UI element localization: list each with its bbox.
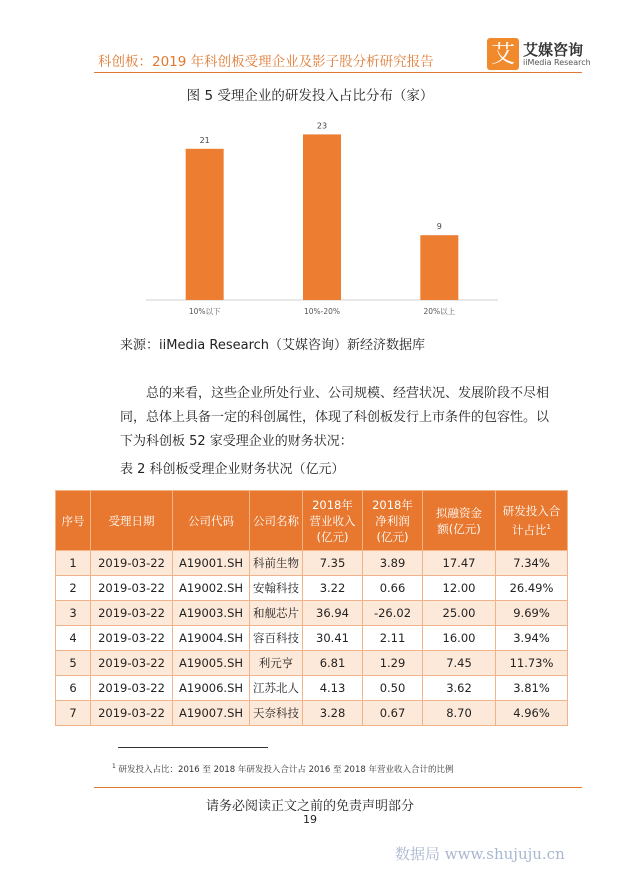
cell-seq: 7 [56,701,91,726]
cell-name: 和舰芯片 [250,601,303,626]
cell-code: A19006.SH [173,676,250,701]
header-np-line1: 2018年 [372,497,413,512]
report-header-title: 科创板：2019 年科创板受理企业及影子股分析研究报告 [98,54,434,70]
x-tick-label: 10%-20% [303,307,341,316]
header-rd-line1: 研发投入合 [502,504,561,519]
cell-seq: 4 [56,626,91,651]
header-revenue-line3: (亿元) [316,529,349,544]
cell-revenue: 30.41 [303,626,363,651]
cell-rd: 4.96% [496,701,568,726]
cell-revenue: 4.13 [303,676,363,701]
cell-name: 天奈科技 [250,701,303,726]
cell-name: 安翰科技 [250,576,303,601]
cell-revenue: 3.22 [303,576,363,601]
table-row [56,576,568,601]
header-raise-line2: 额(亿元) [437,521,481,536]
footnote-ref: 1 [546,523,551,532]
cell-net-profit: 3.89 [363,551,423,576]
cell-name: 利元亨 [250,651,303,676]
header-seq: 序号 [56,491,91,551]
cell-seq: 5 [56,651,91,676]
brand-logo [487,38,591,72]
header-rd [496,491,568,551]
header-rd-line2 [496,519,567,538]
cell-code: A19001.SH [173,551,250,576]
footer-disclaimer: 请务必阅读正文之前的免责声明部分 [205,799,414,814]
financial-table [55,490,568,726]
cell-seq: 2 [56,576,91,601]
header-code: 公司代码 [173,491,250,551]
bar-data-label: 21 [199,135,210,145]
table-body [56,551,568,726]
cell-raise: 7.45 [423,651,496,676]
body-paragraph [120,382,560,454]
cell-revenue: 6.81 [303,651,363,676]
logo-name-en: iiMedia Research [523,58,591,67]
cell-raise: 12.00 [423,576,496,601]
cell-net-profit: 0.50 [363,676,423,701]
page-number: 19 [303,813,317,826]
header-divider [94,72,582,73]
figure-title: 图 5 受理企业的研发投入占比分布（家） [186,88,434,104]
cell-rd: 3.81% [496,676,568,701]
cell-rd: 26.49% [496,576,568,601]
cell-revenue: 3.28 [303,701,363,726]
header-raise [423,491,496,551]
cell-net-profit: 1.29 [363,651,423,676]
cell-code: A19005.SH [173,651,250,676]
cell-raise: 17.47 [423,551,496,576]
cell-rd: 3.94% [496,626,568,651]
cell-net-profit: -26.02 [363,601,423,626]
cell-rd: 7.34% [496,551,568,576]
footer-divider [94,787,582,788]
bar [420,235,458,300]
header-raise-line1: 拟融资金 [436,505,482,520]
cell-code: A19003.SH [173,601,250,626]
header-np-line3: (亿元) [376,529,409,544]
cell-raise: 25.00 [423,601,496,626]
header-revenue-line1: 2018年 [312,497,353,512]
cell-seq: 1 [56,551,91,576]
cell-raise: 8.70 [423,701,496,726]
cell-name: 科前生物 [250,551,303,576]
header-date: 受理日期 [91,491,173,551]
bar [303,134,341,300]
footnote [112,763,453,775]
bar-data-label: 23 [316,121,328,131]
cell-date: 2019-03-22 [91,651,173,676]
cell-seq: 3 [56,601,91,626]
cell-rd: 11.73% [496,651,568,676]
cell-name: 江苏北人 [250,676,303,701]
cell-revenue: 7.35 [303,551,363,576]
cell-code: A19002.SH [173,576,250,601]
footnote-text: 研发投入占比：2016 至 2018 年研发投入合计占 2016 至 2018 年营业收入合计的比例 [118,765,454,775]
cell-date: 2019-03-22 [91,601,173,626]
cell-name: 容百科技 [250,626,303,651]
cell-date: 2019-03-22 [91,701,173,726]
header-revenue-line2: 营业收入 [309,513,356,528]
cell-revenue: 36.94 [303,601,363,626]
table-row [56,676,568,701]
table-title: 表 2 科创板受理企业财务状况（亿元） [120,462,345,477]
x-tick-label: 20%以上 [423,307,456,316]
footnote-mark: 1 [112,763,116,771]
cell-seq: 6 [56,676,91,701]
cell-net-profit: 0.66 [363,576,423,601]
footnote-divider [118,747,268,748]
header-rd-line2-text: 计占比 [512,522,547,537]
cell-date: 2019-03-22 [91,626,173,651]
cell-raise: 16.00 [423,626,496,651]
table-header-row [56,491,568,551]
cell-code: A19004.SH [173,626,250,651]
table-row [56,601,568,626]
logo-name-cn: 艾媒咨询 [523,41,584,59]
figure-source: 来源：iiMedia Research（艾媒咨询）新经济数据库 [120,338,426,353]
bar-chart [140,110,510,325]
bar-data-label: 9 [436,222,442,232]
header-net-profit [363,491,423,551]
bar [186,149,224,300]
cell-date: 2019-03-22 [91,551,173,576]
cell-code: A19007.SH [173,701,250,726]
table-row [56,551,568,576]
table-row [56,651,568,676]
table-row [56,701,568,726]
header-name: 公司名称 [250,491,303,551]
header-revenue [303,491,363,551]
watermark: 数据局 www.shujuju.cn [395,845,565,863]
cell-date: 2019-03-22 [91,576,173,601]
table-row [56,626,568,651]
cell-net-profit: 0.67 [363,701,423,726]
logo-mark-icon: 艾 [487,38,519,70]
x-tick-label: 10%以下 [188,307,221,316]
cell-net-profit: 2.11 [363,626,423,651]
header-np-line2: 净利润 [375,513,410,528]
paragraph-text: 总的来看，这些企业所处行业、公司规模、经营状况、发展阶段不尽相同，总体上具备一定的科创属性，体现了科创板发行上市条件的包容性。以下为科创板 52 家受理企业的财务状况： [120,386,550,449]
cell-date: 2019-03-22 [91,676,173,701]
cell-raise: 3.62 [423,676,496,701]
cell-rd: 9.69% [496,601,568,626]
